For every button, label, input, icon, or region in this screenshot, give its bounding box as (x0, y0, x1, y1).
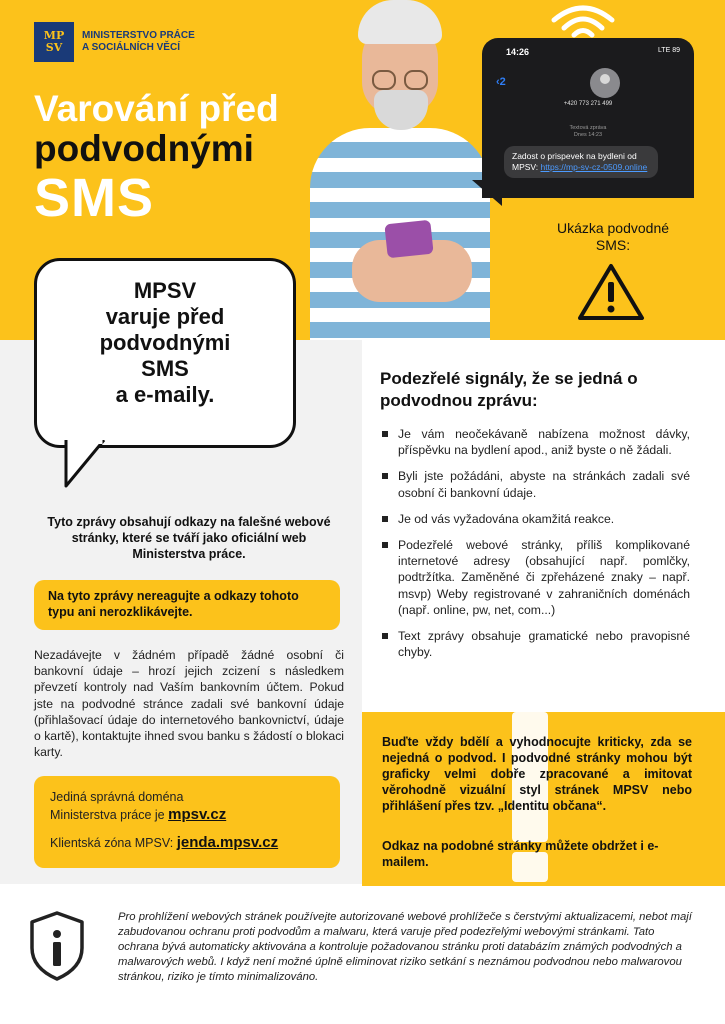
official-domain-box (34, 776, 340, 868)
contact-number: +420 773 271 499 (563, 101, 613, 107)
sample-sms-label: Ukázka podvodné SMS: (556, 220, 670, 253)
contact-avatar (590, 68, 620, 98)
signal-item: Text zprávy obsahuje gramatické nebo pravopisné chyby. (380, 628, 690, 660)
warning-triangle-icon (576, 262, 646, 322)
signal-item: Podezřelé webové stránky, příliš komplikované internetové adresy (obsahující např. pomlčky, podtržítka. Zaměněné či zpřeházené znaky – např. msvp) Weby registrované v zahraničních doménách (např. online, pw, net, com...) (380, 537, 690, 618)
official-domain-link[interactable]: mpsv.cz (168, 806, 227, 823)
back-chevron-icon[interactable]: ‹2 (496, 76, 506, 88)
domain-label-line2: Ministerstva práce je (50, 808, 169, 822)
speech-bubble-tail (64, 440, 108, 488)
message-meta (482, 125, 694, 139)
glasses-right (404, 70, 428, 90)
phone-status: LTE 89 (657, 47, 680, 54)
speech-line3: podvodnými (99, 330, 231, 355)
speech-line4: SMS (141, 356, 189, 381)
phone-time: 14:26 (506, 47, 530, 57)
client-zone-label: Klientská zóna MPSV: (50, 836, 177, 850)
logo-org-name (82, 30, 212, 54)
info-shield-icon (28, 910, 86, 982)
phone-screen-sms (482, 38, 694, 198)
browser-safety-note: Pro prohlížení webových stránek používejte autorizované webové prohlížeče s čerstvými aktualizacemi, nebot mají zabudovanou ochranu proti podvodům a malwaru, která varuje před podezřelými webovými stránkami. Tato ochrana bývá automaticky aktivována a kontroluje požadovanou stránku proti databázím známých podvodných a malwarových webů. I když není možné úplně eliminovat riziko setkání s neznámou podvodnou nebo malwarovou stránkou, riziko je tímto minimalizováno. (118, 911, 692, 983)
domain-label-line1: Jediná správná doména (50, 790, 184, 804)
phone-bubble-tail (472, 180, 502, 206)
message-time: Dnes 14:23 (573, 132, 603, 138)
senior-man-illustration (300, 0, 490, 340)
beard (374, 90, 428, 130)
hero-title-line2: podvodnými (34, 128, 254, 169)
hero-title-line3: SMS (34, 168, 155, 228)
logo-org-line1: MINISTERSTVO PRÁCE (82, 30, 195, 41)
signal-item: Byli jste požádáni, abyste na stránkách zadali své osobní či bankovní údaje. (380, 468, 690, 500)
sms-text: Zadost o prispevek na bydleni od MPSV: (512, 151, 637, 172)
speech-line5: a e-maily. (115, 382, 215, 407)
glasses-left (372, 70, 396, 90)
signal-item: Je vám neočekávaně nabízena možnost dávky, příspěvku na bydlení apod., aniž byste o ně žádali. (380, 426, 690, 458)
back-badge: 2 (499, 76, 506, 88)
bank-data-warning: Nezadávejte v žádném případě žádné osobní či bankovní údaje – hrozí jejich zcizení s následkem převzetí kontroly nad Vaším bankovním účtem. Pokud jste na podvodné stránce zadali své bankovní údaje (přihlašovací údaje do internetového bankovnictví, údaje o kartě), kontaktujte ihned svou banku s žádostí o blokaci karty. (34, 648, 344, 760)
speech-line1: MPSV (133, 278, 197, 303)
do-not-react-box: Na tyto zprávy nereagujte a odkazy tohoto typu ani nerozklikávejte. (34, 580, 340, 630)
logo-org-line2: A SOCIÁLNÍCH VĚCÍ (82, 42, 180, 53)
suspicious-signals-title: Podezřelé signály, že se jedná o podvodnou zprávu: (380, 369, 638, 410)
speech-bubble-text (34, 278, 296, 408)
logo-mark-top: MP (43, 29, 65, 42)
mpsv-logo (34, 22, 212, 62)
mpsv-logo-mark (34, 22, 74, 62)
wifi-signal-icon (548, 2, 618, 38)
vigilance-text: Buďte vždy bdělí a vyhodnocujte kriticky, zda se nejedná o podvod. I podvodné stránky mohou být graficky velmi dobře zpracované a imitovat věrohodně vizuální styl stránek MPSV nebo přihlášení přes tzv. „Identitu občana“. (382, 735, 692, 813)
sms-bubble (504, 146, 658, 178)
message-type: Textová zpráva (569, 125, 607, 131)
hero-title-line1: Varování před (34, 88, 279, 129)
hair (358, 0, 442, 44)
signal-item: Je od vás vyžadována okamžitá reakce. (380, 511, 690, 527)
sms-fraud-link[interactable]: https://mp-sv-cz-0509.online (540, 162, 648, 172)
fake-links-warning: Tyto zprávy obsahují odkazy na falešné webové stránky, které se tváří jako oficiální web Ministerstva práce. (47, 515, 331, 561)
logo-mark-bottom: SV (45, 41, 63, 54)
held-phone (384, 220, 433, 259)
speech-line2: varuje před (105, 304, 225, 329)
email-note: Odkaz na podobné stránky můžete obdržet i e-mailem. (382, 839, 659, 869)
suspicious-signals-list (380, 426, 690, 670)
client-zone-link[interactable]: jenda.mpsv.cz (176, 834, 279, 851)
